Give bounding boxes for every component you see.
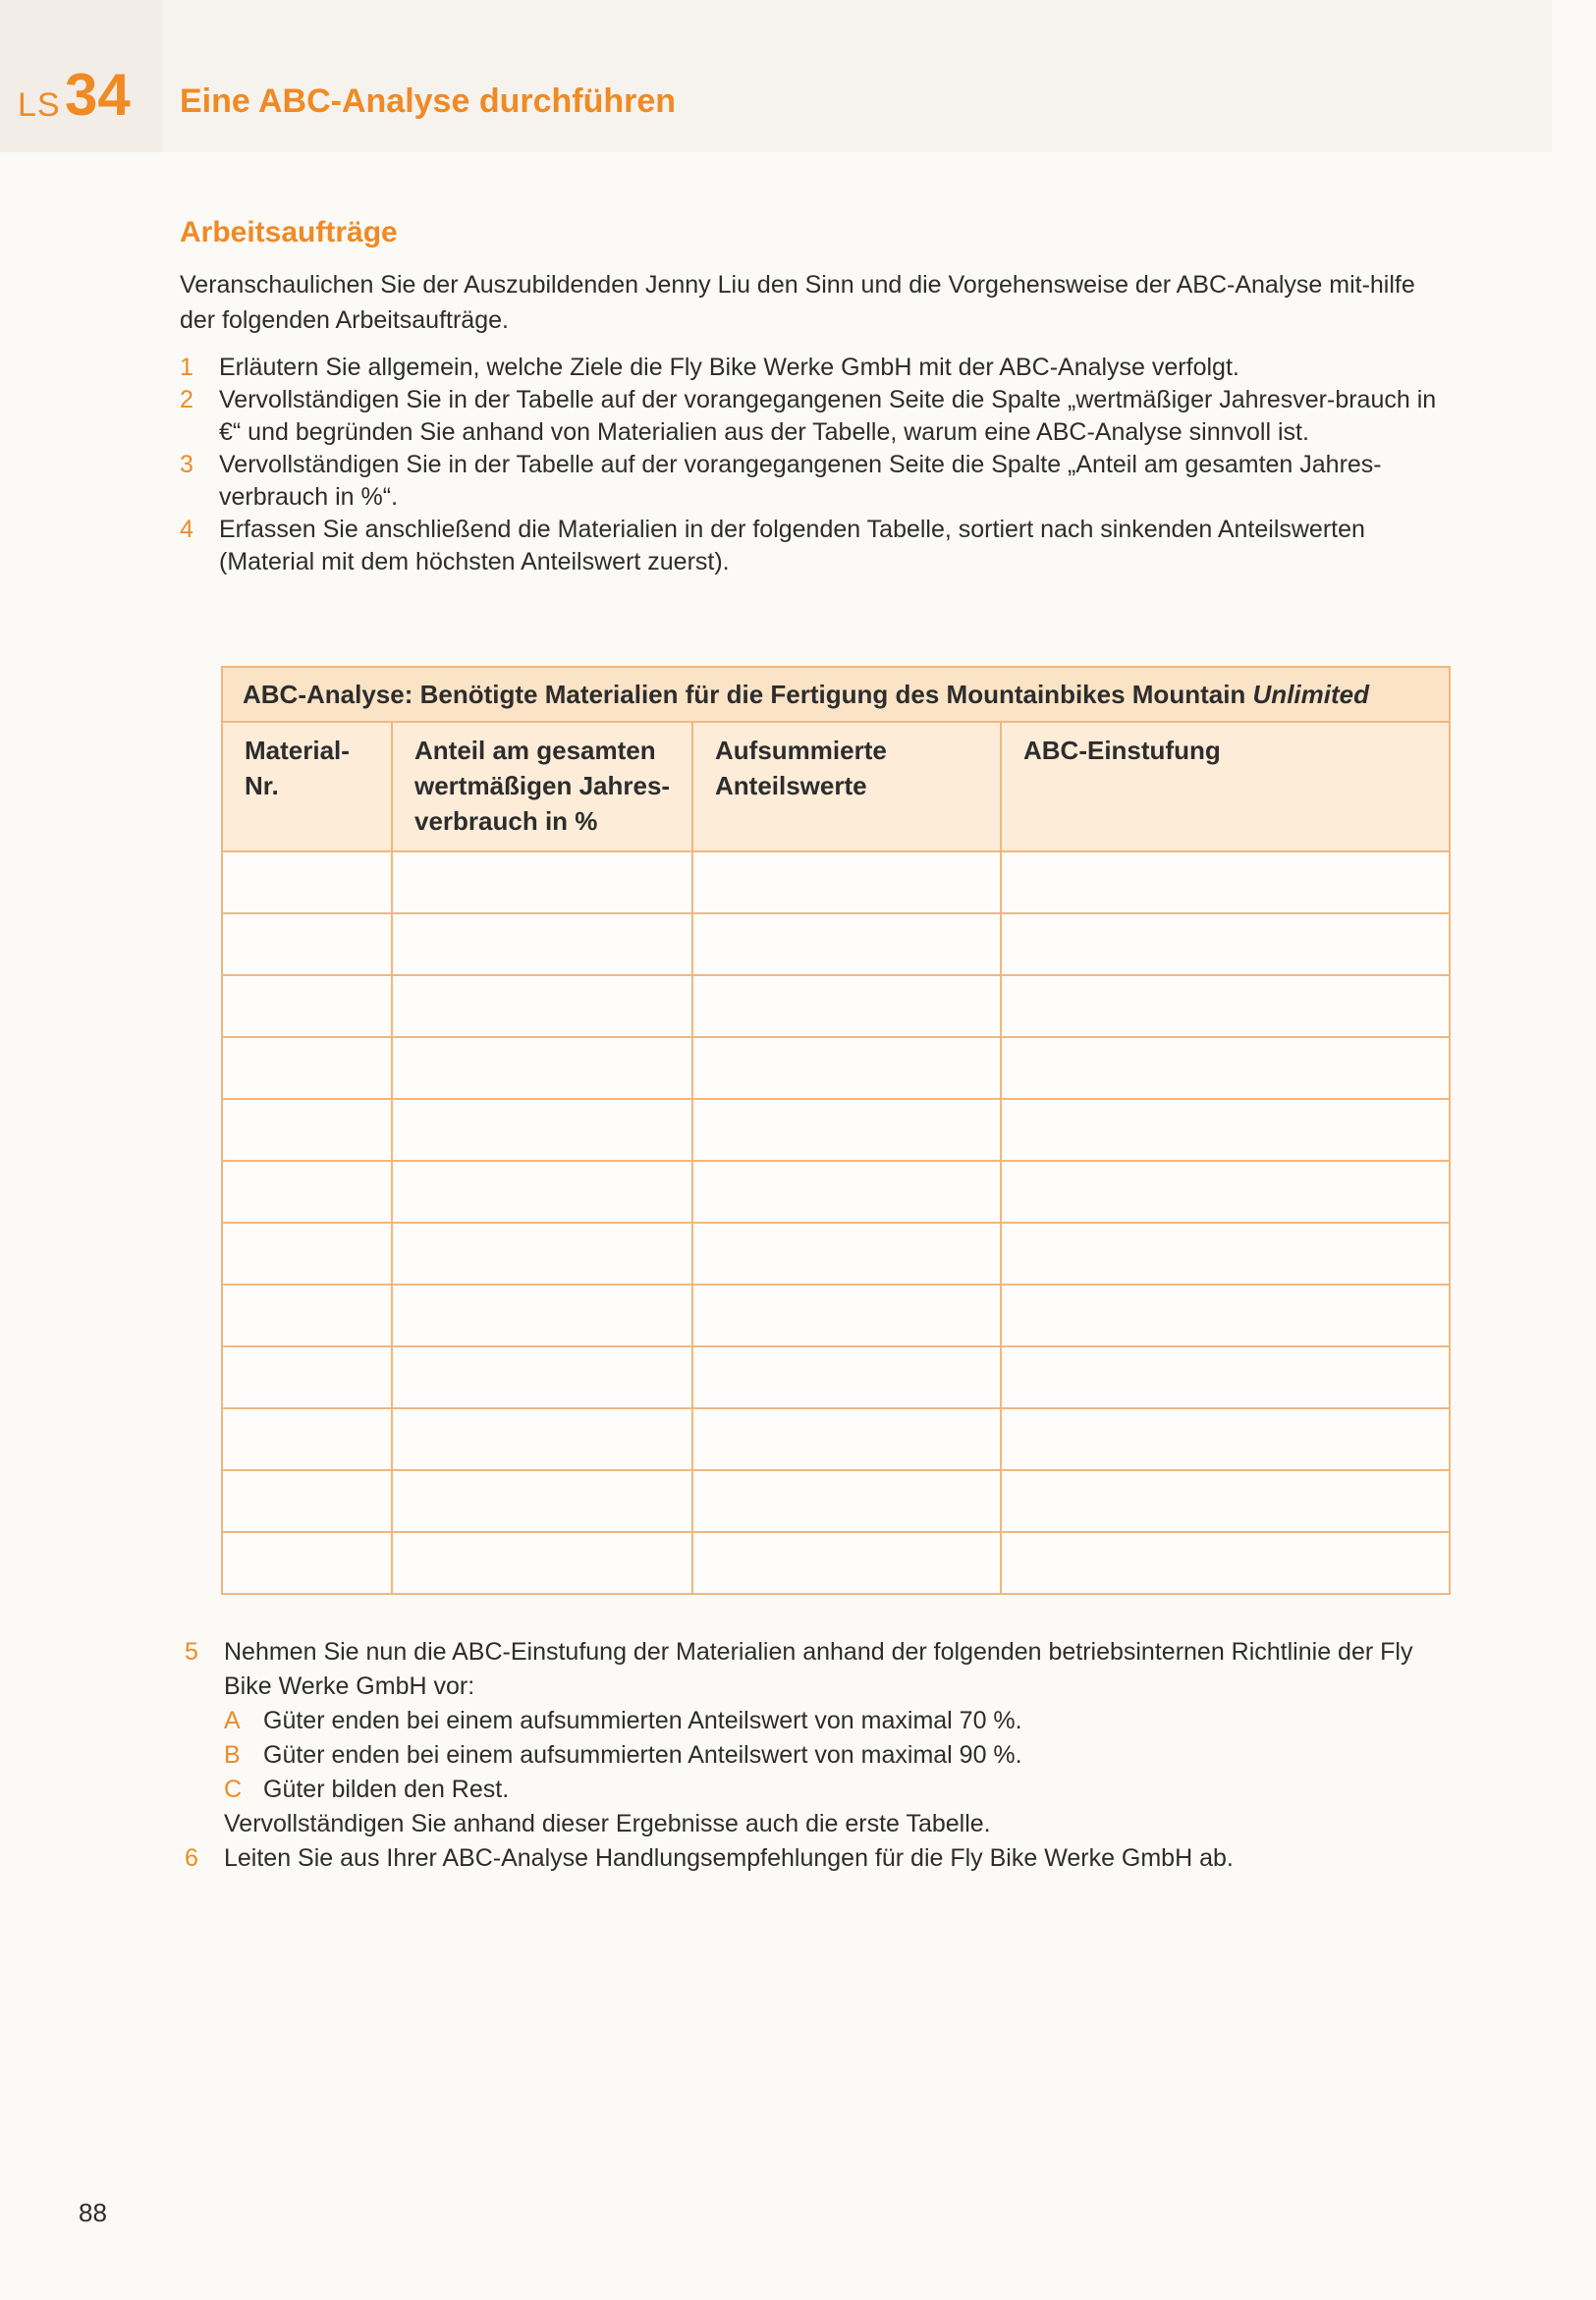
task-5-closing: Vervollständigen Sie anhand dieser Ergebnisse auch die erste Tabelle. (224, 1810, 991, 1837)
table-cell (392, 1408, 692, 1470)
table-cell (222, 975, 392, 1037)
classification-item (224, 1773, 1452, 1807)
table-cell (692, 1470, 1001, 1532)
table-caption (222, 667, 1450, 722)
table-cell (392, 1161, 692, 1223)
task-number: 5 (185, 1638, 198, 1666)
table-body (222, 851, 1450, 1594)
table-cell (392, 913, 692, 975)
table-cell (1001, 1532, 1450, 1594)
table-cell (222, 1470, 392, 1532)
ls-number: 34 (65, 62, 131, 128)
task-item (180, 514, 1447, 578)
task-text: Vervollständigen Sie in der Tabelle auf der vorangegangenen Seite die Spalte „wertmäßiger Jahresver-brauch in €“ und begründen Sie anhand von Materialien aus der Tabelle, warum eine ABC-Analyse sinnvoll ist. (219, 386, 1437, 446)
task-item (185, 1635, 1452, 1704)
class-text: Güter bilden den Rest. (263, 1776, 510, 1803)
table-cell (392, 1223, 692, 1285)
class-text: Güter enden bei einem aufsummierten Anteilswert von maximal 70 %. (263, 1707, 1022, 1734)
class-letter: A (224, 1707, 241, 1734)
task-5-block (185, 1635, 1452, 1876)
intro-paragraph: Veranschaulichen Sie der Auszubildenden Jenny Liu den Sinn und die Vorgehensweise der ABC-Analyse mit-hilfe der folgenden Arbeitsaufträge. (180, 271, 1415, 334)
classification-item (224, 1704, 1452, 1738)
table-cell (222, 1346, 392, 1408)
column-header-abc-einstufung: ABC-Einstufung (1001, 722, 1450, 851)
task-text: Vervollständigen Sie in der Tabelle auf der vorangegangenen Seite die Spalte „Anteil am gesamten Jahres-verbrauch in %“. (219, 451, 1382, 511)
abc-analysis-table (221, 666, 1451, 1595)
table-cell (222, 1161, 392, 1223)
task-text: Nehmen Sie nun die ABC-Einstufung der Materialien anhand der folgenden betriebsinternen Richtlinie der Fly Bike Werke GmbH vor: (224, 1638, 1413, 1700)
class-text: Güter enden bei einem aufsummierten Anteilswert von maximal 90 %. (263, 1741, 1022, 1769)
table-cell (692, 975, 1001, 1037)
table-cell (692, 851, 1001, 913)
table-cell (222, 851, 392, 913)
task-number: 2 (180, 386, 193, 413)
table-cell (222, 1532, 392, 1594)
table-cell (1001, 1408, 1450, 1470)
task-text: Erläutern Sie allgemein, welche Ziele die Fly Bike Werke GmbH mit der ABC-Analyse verfolgt. (219, 354, 1239, 381)
table-row (222, 1470, 1450, 1532)
table-cell (392, 1346, 692, 1408)
table-cell (222, 1223, 392, 1285)
task-number: 1 (180, 354, 193, 381)
table-cell (692, 1532, 1001, 1594)
table-cell (392, 1099, 692, 1161)
table-cell (1001, 1285, 1450, 1346)
task-item (180, 384, 1447, 449)
table-cell (692, 1037, 1001, 1099)
table-cell (1001, 1470, 1450, 1532)
table-cell (222, 913, 392, 975)
class-letter: B (224, 1741, 241, 1769)
task-item (185, 1841, 1452, 1876)
table-cell (692, 913, 1001, 975)
table-cell (1001, 1161, 1450, 1223)
task-number: 6 (185, 1844, 198, 1872)
table-row (222, 1161, 1450, 1223)
table-cell (222, 1099, 392, 1161)
table-row (222, 975, 1450, 1037)
table-row (222, 1408, 1450, 1470)
column-header-material-nr: Material-Nr. (222, 722, 392, 851)
table-cell (1001, 1037, 1450, 1099)
table-cell (392, 1532, 692, 1594)
task-number: 3 (180, 451, 193, 478)
task-item (180, 352, 1447, 384)
table-cell (1001, 1223, 1450, 1285)
table-cell (222, 1408, 392, 1470)
task-text: Erfassen Sie anschließend die Materialien in der folgenden Tabelle, sortiert nach sinkenden Anteilswerten (Material mit dem höchsten Anteilswert zuerst). (219, 516, 1365, 575)
classification-list (185, 1704, 1452, 1841)
table-cell (692, 1346, 1001, 1408)
task-item (180, 449, 1447, 514)
task-text: Leiten Sie aus Ihrer ABC-Analyse Handlungsempfehlungen für die Fly Bike Werke GmbH ab. (224, 1844, 1234, 1872)
table-cell (692, 1099, 1001, 1161)
table-cell (392, 1285, 692, 1346)
table-row (222, 1532, 1450, 1594)
table-caption-main: ABC-Analyse: Benötigte Materialien für die Fertigung des Mountainbikes Mountain (243, 679, 1253, 709)
table-cell (692, 1223, 1001, 1285)
table-cell (1001, 851, 1450, 913)
column-header-anteil: Anteil am gesamten wertmäßigen Jahres-verbrauch in % (392, 722, 692, 851)
column-header-aufsummiert: Aufsummierte Anteilswerte (692, 722, 1001, 851)
table-caption-italic: Unlimited (1252, 679, 1369, 709)
table-row (222, 1223, 1450, 1285)
table-row (222, 1099, 1450, 1161)
table-row (222, 1285, 1450, 1346)
section-heading: Arbeitsaufträge (180, 216, 398, 248)
table-cell (1001, 1346, 1450, 1408)
table-cell (1001, 1099, 1450, 1161)
table-cell (392, 975, 692, 1037)
table-cell (392, 851, 692, 913)
classification-item (224, 1738, 1452, 1773)
table-cell (692, 1161, 1001, 1223)
table-row (222, 1346, 1450, 1408)
class-letter: C (224, 1776, 243, 1803)
page-title: Eine ABC-Analyse durchführen (180, 82, 677, 120)
header-band (0, 0, 1552, 152)
ls-label: LS (18, 86, 61, 124)
table-cell (222, 1037, 392, 1099)
task-number: 4 (180, 516, 193, 543)
table-row (222, 913, 1450, 975)
table-cell (1001, 913, 1450, 975)
page-number: 88 (79, 2198, 107, 2227)
table-cell (222, 1285, 392, 1346)
table-cell (692, 1408, 1001, 1470)
task-list (180, 352, 1447, 578)
table-cell (392, 1037, 692, 1099)
table-cell (392, 1470, 692, 1532)
table-row (222, 1037, 1450, 1099)
table-cell (1001, 975, 1450, 1037)
table-cell (692, 1285, 1001, 1346)
table-row (222, 851, 1450, 913)
